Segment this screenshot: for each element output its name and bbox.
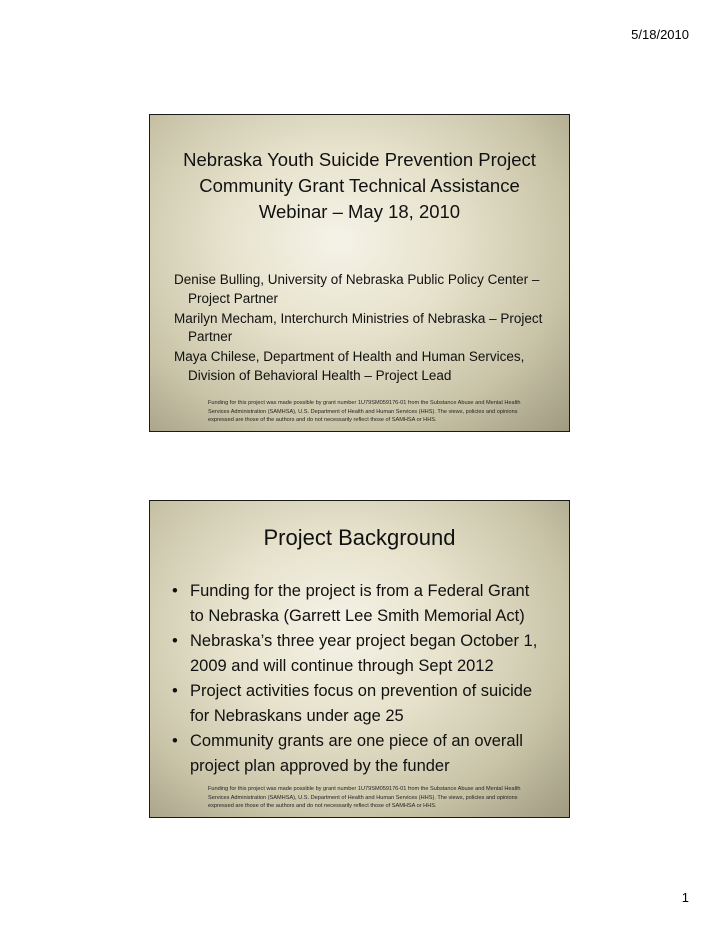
presenter-item: Marilyn Mecham, Interchurch Ministries of Nebraska – Project Partner <box>174 310 543 344</box>
bullet-icon: • <box>172 732 178 750</box>
bullet-text: Project activities focus on prevention of suicide for Nebraskans under age 25 <box>190 682 533 725</box>
bullet-icon: • <box>172 582 178 600</box>
slide-heading: Project Background <box>263 525 456 550</box>
bullet-text: Community grants are one piece of an overall project plan approved by the funder <box>190 732 523 775</box>
bullet-text: Funding for the project is from a Federal Grant to Nebraska (Garrett Lee Smith Memorial Act) <box>190 582 530 625</box>
presenter-item: Maya Chilese, Department of Health and Human Services, Division of Behavioral Health – Project Lead <box>174 349 525 383</box>
funding-footnote: Funding for this project was made possible by grant number 1U79SM059176-01 from the Substance Abuse and Mental Health Services Administration (SAMHSA), U.S. Department of Health and Human Services (HHS). The views, policies and opinions expressed are those of the authors and do not necessarily reflect those of SAMHSA or HHS. <box>208 400 521 423</box>
bullet-icon: • <box>172 632 178 650</box>
title-line: Webinar – May 18, 2010 <box>258 201 461 222</box>
bullet-list <box>172 579 547 779</box>
bullet-item <box>172 629 547 678</box>
bullet-item <box>172 679 547 728</box>
slide-project-background <box>149 500 570 818</box>
slide-title-heading <box>150 147 569 225</box>
title-line: Community Grant Technical Assistance <box>199 175 520 196</box>
funding-footnote: Funding for this project was made possible by grant number 1U79SM059176-01 from the Substance Abuse and Mental Health Services Administration (SAMHSA), U.S. Department of Health and Human Services (HHS). The views, policies and opinions expressed are those of the authors and do not necessarily reflect those of SAMHSA or HHS. <box>208 786 521 809</box>
presenter-list <box>174 271 553 387</box>
presenter-item: Denise Bulling, University of Nebraska Public Policy Center – Project Partner <box>174 272 540 306</box>
bullet-item <box>172 579 547 628</box>
page-date: 5/18/2010 <box>631 27 689 42</box>
title-line: Nebraska Youth Suicide Prevention Project <box>183 149 536 170</box>
page-number: 1 <box>681 890 689 905</box>
bullet-text: Nebraska’s three year project began October 1, 2009 and will continue through Sept 2012 <box>190 632 538 675</box>
bullet-item <box>172 729 547 778</box>
bullet-icon: • <box>172 682 178 700</box>
slide-title <box>149 114 570 432</box>
